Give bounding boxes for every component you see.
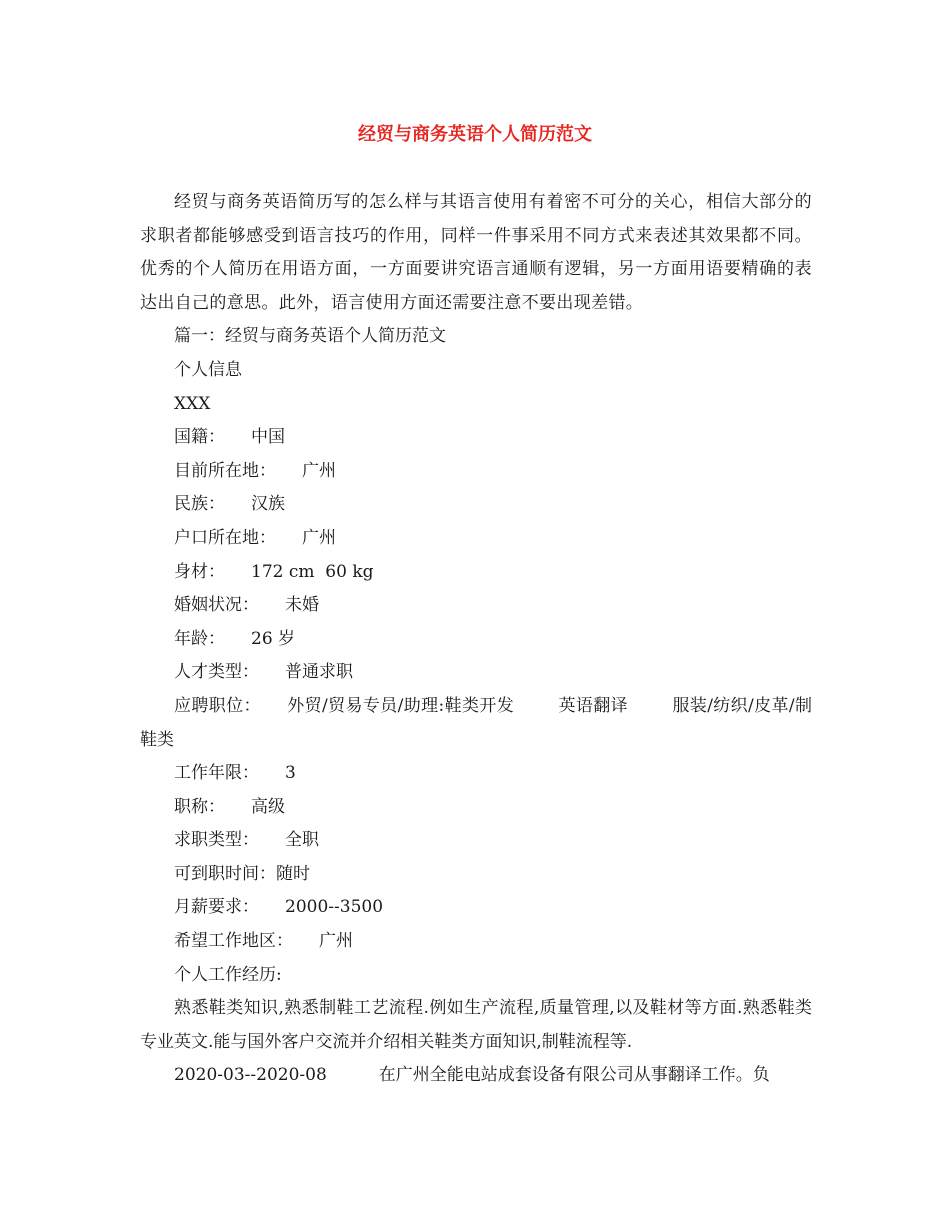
field-label: 职称： xyxy=(174,796,225,817)
field-label: 户口所在地： xyxy=(174,527,276,548)
field-value: 高级 xyxy=(251,796,285,817)
personal-info-heading: 个人信息 xyxy=(174,359,242,380)
field-label: 可到职时间： xyxy=(174,863,276,884)
field-label: 人才类型： xyxy=(174,662,259,683)
field-value: 汉族 xyxy=(251,494,285,515)
experience-heading: 个人工作经历: xyxy=(174,964,282,985)
field-position xyxy=(140,690,812,757)
field-label: 身材： xyxy=(174,561,225,582)
field-ethnicity xyxy=(140,488,812,522)
field-label: 婚姻状况： xyxy=(174,595,259,616)
field-label: 工作年限： xyxy=(174,763,259,784)
field-talent-type xyxy=(140,656,812,690)
field-label: 求职类型： xyxy=(174,830,259,851)
field-nationality xyxy=(140,421,812,455)
field-value: 英语翻译 xyxy=(558,695,629,716)
field-label: 应聘职位： xyxy=(174,695,261,716)
field-value: 普通求职 xyxy=(285,662,353,683)
field-years xyxy=(140,757,812,791)
document-title: 经贸与商务英语个人简历范文 xyxy=(358,124,592,145)
field-label: 希望工作地区： xyxy=(174,931,293,952)
field-marital xyxy=(140,589,812,623)
field-label: 国籍： xyxy=(174,427,225,448)
field-salary xyxy=(140,891,812,925)
field-value: 全职 xyxy=(285,830,319,851)
field-desired-area xyxy=(140,925,812,959)
field-label: 年龄： xyxy=(174,628,225,649)
intro-paragraph: 经贸与商务英语简历写的怎么样与其语言使用有着密不可分的关心，相信大部分的求职者都能够感受到语言技巧的作用，同样一件事采用不同方式来表述其效果都不同。 优秀的个人简历在用语方面，一方面要讲究语言通顺有逻辑，另一方面用语要精确的表达出自己的意思。此外，语言使用方面还需要注意不要出现差错。 xyxy=(140,192,812,313)
field-label: 月薪要求： xyxy=(174,897,259,918)
field-value: 广州 xyxy=(319,931,353,952)
document-body xyxy=(140,186,812,1093)
field-label: 目前所在地： xyxy=(174,460,276,481)
field-value: 2000--3500 xyxy=(285,897,384,918)
experience-summary: 熟悉鞋类知识,熟悉制鞋工艺流程.例如生产流程,质量管理,以及鞋材等方面.熟悉鞋类专业英文.能与国外客户交流并介绍相关鞋类方面知识,制鞋流程等. xyxy=(140,998,812,1052)
field-value: 26 岁 xyxy=(251,628,296,649)
field-body xyxy=(140,556,812,590)
section-heading: 篇一：经贸与商务英语个人简历范文 xyxy=(174,326,446,347)
field-value: 广州 xyxy=(302,527,336,548)
field-value: 3 xyxy=(285,763,296,784)
candidate-name: XXX xyxy=(174,393,211,414)
experience-entry xyxy=(140,1059,812,1093)
experience-description: 在广州全能电站成套设备有限公司从事翻译工作。负 xyxy=(378,1065,770,1086)
field-value: 中国 xyxy=(251,427,285,448)
field-value: 随时 xyxy=(276,863,310,884)
field-available xyxy=(140,858,812,892)
field-value: 外贸/贸易专员/助理:鞋类开发 xyxy=(286,695,515,716)
field-value: 广州 xyxy=(302,460,336,481)
field-value: 未婚 xyxy=(285,595,319,616)
field-age xyxy=(140,623,812,657)
field-job-type xyxy=(140,824,812,858)
experience-period: 2020-03--2020-08 xyxy=(174,1065,327,1086)
field-hukou xyxy=(140,522,812,556)
field-value: 172 cm 60 kg xyxy=(251,561,374,582)
field-title xyxy=(140,791,812,825)
field-location xyxy=(140,455,812,489)
field-value: 服装/纺织/皮革/制鞋类 xyxy=(140,695,813,750)
field-label: 民族： xyxy=(174,494,225,515)
